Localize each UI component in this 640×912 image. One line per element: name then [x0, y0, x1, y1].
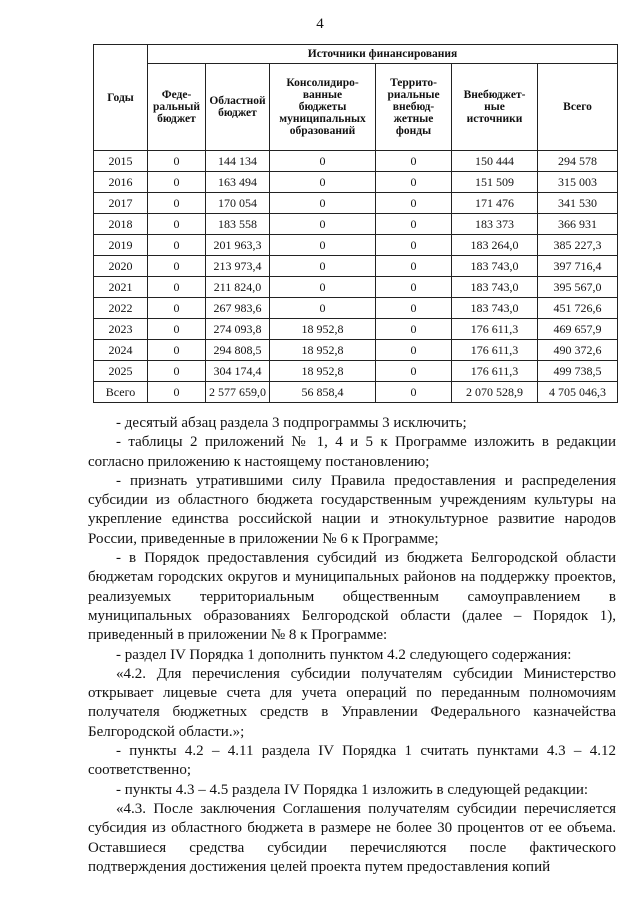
table-cell: 183 743,0 [452, 256, 538, 277]
table-cell: 56 858,4 [270, 382, 376, 403]
table-cell: 0 [376, 172, 452, 193]
row-year-cell: Всего [94, 382, 148, 403]
table-row [94, 319, 618, 340]
table-cell: 397 716,4 [538, 256, 618, 277]
financing-table [93, 44, 618, 403]
paragraph: - пункты 4.2 – 4.11 раздела IV Порядка 1 считать пунктами 4.3 – 4.12 соответственно; [88, 743, 616, 779]
table-cell: 366 931 [538, 214, 618, 235]
table-cell: 0 [148, 382, 206, 403]
column-header: Областной бюджет [206, 64, 270, 151]
paragraph: «4.3. После заключения Соглашения получателям субсидии перечисляется субсидия из областного бюджета в размере не более 30 процентов от ее объема. Оставшиеся средства субсидии перечисляются после фактического подтверждения достижения целей проекта путем предоставления копий [88, 800, 616, 875]
table-cell: 183 264,0 [452, 235, 538, 256]
table-cell: 2 070 528,9 [452, 382, 538, 403]
row-year-cell: 2025 [94, 361, 148, 382]
table-cell: 163 494 [206, 172, 270, 193]
table-cell: 0 [148, 319, 206, 340]
table-cell: 0 [148, 172, 206, 193]
table-row [94, 298, 618, 319]
table-row [94, 172, 618, 193]
table-row [94, 193, 618, 214]
table-cell: 304 174,4 [206, 361, 270, 382]
table-cell: 183 743,0 [452, 277, 538, 298]
table-row [94, 277, 618, 298]
table-cell: 213 973,4 [206, 256, 270, 277]
table-cell: 18 952,8 [270, 319, 376, 340]
row-year-cell: 2021 [94, 277, 148, 298]
table-cell: 0 [376, 382, 452, 403]
table-cell: 0 [270, 214, 376, 235]
table-cell: 0 [376, 214, 452, 235]
table-cell: 4 705 046,3 [538, 382, 618, 403]
table-row [94, 361, 618, 382]
table-cell: 0 [270, 277, 376, 298]
table-cell: 0 [376, 235, 452, 256]
table-cell: 183 743,0 [452, 298, 538, 319]
paragraph: - десятый абзац раздела 3 подпрограммы 3 исключить; [116, 415, 467, 431]
page-number: 4 [316, 16, 324, 32]
table-cell: 0 [376, 319, 452, 340]
table-cell: 0 [148, 151, 206, 172]
year-column-header: Годы [94, 45, 148, 151]
row-year-cell: 2015 [94, 151, 148, 172]
table-cell: 211 824,0 [206, 277, 270, 298]
table-cell: 170 054 [206, 193, 270, 214]
paragraph: «4.2. Для перечисления субсидии получателям субсидии Министерство открывает лицевые счета для учета операций по переданным полномочиям получателя бюджетных средств в Управлении Федерального казначейства Белгородской области.»; [88, 665, 616, 740]
table-cell: 490 372,6 [538, 340, 618, 361]
paragraph: - в Порядок предоставления субсидий из бюджета Белгородской области бюджетам городских округов и муниципальных районов на поддержку проектов, реализуемых территориальным общественным самоуправлением в муниципальных образованиях Белгородской области (далее – Порядок 1), приведенный в приложении № 8 к Программе: [88, 550, 616, 644]
table-cell: 0 [376, 256, 452, 277]
table-cell: 294 808,5 [206, 340, 270, 361]
column-header: Террито- риальные внебюд- жетные фонды [376, 64, 452, 151]
table-cell: 183 558 [206, 214, 270, 235]
table-cell: 395 567,0 [538, 277, 618, 298]
body-text [88, 414, 616, 877]
table-row [94, 382, 618, 403]
table-cell: 0 [270, 172, 376, 193]
table-cell: 171 476 [452, 193, 538, 214]
row-year-cell: 2019 [94, 235, 148, 256]
table-cell: 0 [376, 340, 452, 361]
paragraph: - признать утратившими силу Правила предоставления и распределения субсидии из областного бюджета государственным учреждениям культуры на укрепление единства российской нации и этнокультурное развитие народов России, приведенные в приложении № 6 к Программе; [88, 472, 616, 547]
table-cell: 2 577 659,0 [206, 382, 270, 403]
row-year-cell: 2024 [94, 340, 148, 361]
table-cell: 0 [148, 361, 206, 382]
table-cell: 151 509 [452, 172, 538, 193]
table-cell: 0 [376, 151, 452, 172]
row-year-cell: 2023 [94, 319, 148, 340]
table-cell: 201 963,3 [206, 235, 270, 256]
table-cell: 0 [270, 235, 376, 256]
table-cell: 176 611,3 [452, 361, 538, 382]
table-cell: 341 530 [538, 193, 618, 214]
row-year-cell: 2017 [94, 193, 148, 214]
table-cell: 0 [376, 193, 452, 214]
table-caption: Источники финансирования [148, 45, 618, 64]
table-cell: 0 [148, 340, 206, 361]
table-cell: 144 134 [206, 151, 270, 172]
table-cell: 274 093,8 [206, 319, 270, 340]
table-cell: 385 227,3 [538, 235, 618, 256]
paragraph: - раздел IV Порядка 1 дополнить пунктом 4.2 следующего содержания: [116, 646, 572, 663]
table-cell: 0 [148, 235, 206, 256]
table-cell: 0 [148, 298, 206, 319]
table-cell: 294 578 [538, 151, 618, 172]
table-cell: 0 [148, 193, 206, 214]
column-header: Всего [538, 64, 618, 151]
table-body [94, 151, 618, 403]
paragraph: - пункты 4.3 – 4.5 раздела IV Порядка 1 изложить в следующей редакции: [116, 781, 589, 798]
table-row [94, 214, 618, 235]
table-cell: 176 611,3 [452, 340, 538, 361]
table-cell: 18 952,8 [270, 361, 376, 382]
table-row [94, 151, 618, 172]
table-cell: 0 [376, 277, 452, 298]
table-cell: 176 611,3 [452, 319, 538, 340]
table-row [94, 235, 618, 256]
table-cell: 0 [148, 214, 206, 235]
row-year-cell: 2018 [94, 214, 148, 235]
table-cell: 183 373 [452, 214, 538, 235]
table-row [94, 340, 618, 361]
table-cell: 267 983,6 [206, 298, 270, 319]
table-cell: 469 657,9 [538, 319, 618, 340]
table-cell: 0 [270, 151, 376, 172]
row-year-cell: 2016 [94, 172, 148, 193]
column-header: Консолидиро- ванные бюджеты муниципальных образований [270, 64, 376, 151]
table-cell: 0 [270, 256, 376, 277]
table-cell: 315 003 [538, 172, 618, 193]
table-cell: 18 952,8 [270, 340, 376, 361]
column-headers [94, 64, 618, 151]
row-year-cell: 2022 [94, 298, 148, 319]
row-year-cell: 2020 [94, 256, 148, 277]
table-row [94, 256, 618, 277]
table-cell: 0 [376, 361, 452, 382]
column-header: Внебюджет- ные источники [452, 64, 538, 151]
table-cell: 451 726,6 [538, 298, 618, 319]
table-cell: 150 444 [452, 151, 538, 172]
paragraph: - таблицы 2 приложений № 1, 4 и 5 к Программе изложить в редакции согласно приложению к настоящему постановлению; [88, 434, 616, 470]
table-cell: 0 [270, 298, 376, 319]
table-cell: 0 [148, 256, 206, 277]
table-cell: 0 [148, 277, 206, 298]
table-cell: 0 [270, 193, 376, 214]
table-cell: 499 738,5 [538, 361, 618, 382]
column-header: Феде- ральный бюджет [148, 64, 206, 151]
table-cell: 0 [376, 298, 452, 319]
